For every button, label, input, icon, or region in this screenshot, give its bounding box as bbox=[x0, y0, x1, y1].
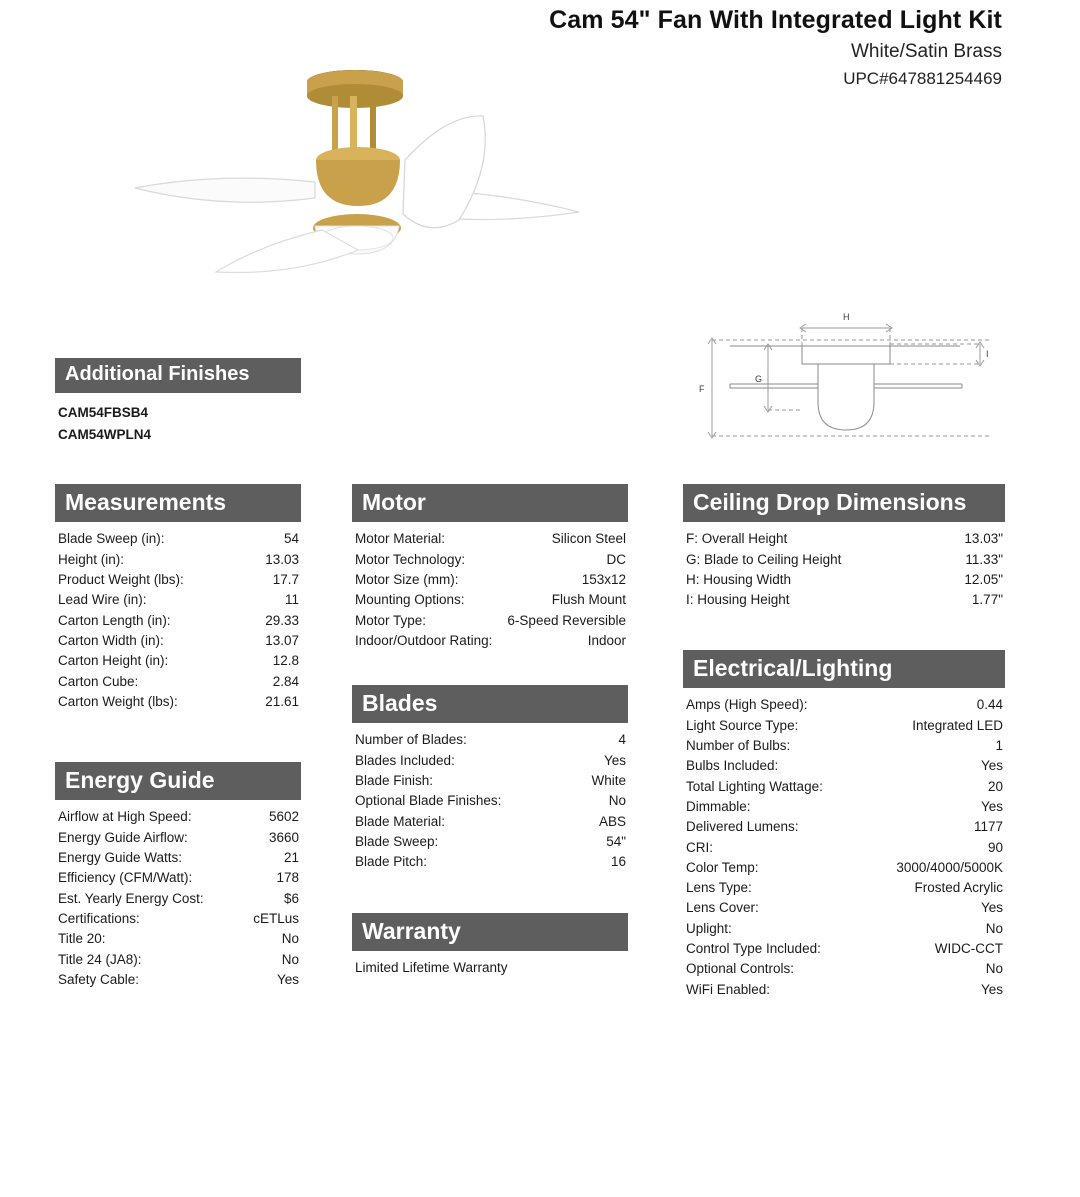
spec-key: H: Housing Width bbox=[686, 572, 792, 588]
spec-key: Bulbs Included: bbox=[686, 758, 779, 774]
spec-key: Blade Sweep (in): bbox=[58, 531, 165, 547]
spec-row bbox=[55, 631, 301, 651]
spec-key: Carton Length (in): bbox=[58, 612, 171, 628]
spec-value: 6-Speed Reversible bbox=[507, 612, 626, 628]
spec-value: 29.33 bbox=[265, 612, 299, 628]
spec-row bbox=[352, 852, 628, 872]
spec-row bbox=[683, 797, 1005, 817]
spec-key: Optional Blade Finishes: bbox=[355, 793, 502, 809]
diagram-label-f: F bbox=[699, 384, 705, 394]
spec-key: Optional Controls: bbox=[686, 961, 795, 977]
spec-row bbox=[683, 590, 1005, 610]
spec-key: Lens Cover: bbox=[686, 900, 759, 916]
spec-key: Carton Cube: bbox=[58, 673, 139, 689]
spec-row bbox=[683, 550, 1005, 570]
spec-key: Number of Blades: bbox=[355, 732, 467, 748]
spec-key: Color Temp: bbox=[686, 859, 759, 875]
spec-value: White bbox=[591, 773, 626, 789]
spec-key: Carton Width (in): bbox=[58, 632, 164, 648]
spec-key: CRI: bbox=[686, 839, 713, 855]
spec-row bbox=[55, 950, 301, 970]
section-motor bbox=[352, 484, 628, 651]
spec-value: Frosted Acrylic bbox=[914, 880, 1003, 896]
spec-row bbox=[352, 791, 628, 811]
spec-row bbox=[683, 939, 1005, 959]
spec-row bbox=[352, 771, 628, 791]
spec-row bbox=[352, 611, 628, 631]
spec-value: No bbox=[281, 951, 299, 967]
spec-row bbox=[352, 730, 628, 750]
spec-key: Amps (High Speed): bbox=[686, 697, 808, 713]
spec-value: Silicon Steel bbox=[551, 531, 626, 547]
spec-value: No bbox=[608, 793, 626, 809]
spec-value: 54" bbox=[606, 833, 626, 849]
spec-value: Yes bbox=[980, 981, 1003, 997]
spec-key: G: Blade to Ceiling Height bbox=[686, 551, 842, 567]
spec-value: 178 bbox=[276, 870, 299, 886]
spec-key: Mounting Options: bbox=[355, 592, 465, 608]
spec-key: Motor Type: bbox=[355, 612, 427, 628]
spec-key: Total Lighting Wattage: bbox=[686, 778, 823, 794]
spec-value: 13.03" bbox=[964, 531, 1003, 547]
spec-key: Dimmable: bbox=[686, 798, 751, 814]
spec-key: Lens Type: bbox=[686, 880, 752, 896]
spec-row bbox=[683, 736, 1005, 756]
spec-row bbox=[55, 651, 301, 671]
spec-key: Height (in): bbox=[58, 551, 125, 567]
section-measurements bbox=[55, 484, 301, 712]
diagram-label-h: H bbox=[843, 312, 850, 322]
spec-key: Lead Wire (in): bbox=[58, 592, 147, 608]
spec-key: Light Source Type: bbox=[686, 717, 799, 733]
spec-row bbox=[55, 692, 301, 712]
spec-row bbox=[55, 529, 301, 549]
spec-value: 1 bbox=[995, 738, 1003, 754]
spec-row bbox=[683, 570, 1005, 590]
spec-key: Product Weight (lbs): bbox=[58, 572, 184, 588]
spec-value: 11.33" bbox=[965, 551, 1003, 567]
spec-key: Blade Pitch: bbox=[355, 854, 428, 870]
spec-key: Motor Material: bbox=[355, 531, 446, 547]
section-ceiling-drop-dimensions bbox=[683, 484, 1005, 611]
spec-value: Yes bbox=[603, 752, 626, 768]
spec-row bbox=[352, 631, 628, 651]
spec-value: 0.44 bbox=[976, 697, 1003, 713]
spec-value: 17.7 bbox=[272, 572, 299, 588]
spec-key: Motor Technology: bbox=[355, 551, 466, 567]
spec-key: Blade Finish: bbox=[355, 773, 434, 789]
spec-key: Title 20: bbox=[58, 931, 106, 947]
section-heading-additional-finishes: Additional Finishes bbox=[55, 358, 301, 393]
spec-key: Motor Size (mm): bbox=[355, 572, 459, 588]
spec-row bbox=[352, 751, 628, 771]
spec-row bbox=[352, 570, 628, 590]
spec-key: Blade Material: bbox=[355, 813, 446, 829]
spec-row bbox=[683, 817, 1005, 837]
section-heading-blades: Blades bbox=[352, 685, 628, 723]
spec-value: DC bbox=[606, 551, 626, 567]
spec-row bbox=[55, 970, 301, 990]
spec-row bbox=[683, 756, 1005, 776]
spec-value: No bbox=[281, 931, 299, 947]
spec-value: $6 bbox=[283, 890, 299, 906]
spec-key: F: Overall Height bbox=[686, 531, 788, 547]
spec-row bbox=[683, 838, 1005, 858]
spec-value: 90 bbox=[987, 839, 1003, 855]
spec-value: 54 bbox=[283, 531, 299, 547]
spec-key: Control Type Included: bbox=[686, 941, 821, 956]
spec-value: 12.05" bbox=[964, 572, 1003, 588]
spec-value: Flush Mount bbox=[551, 592, 626, 608]
spec-row bbox=[352, 590, 628, 610]
section-blades bbox=[352, 685, 628, 873]
spec-row bbox=[352, 529, 628, 549]
ceiling-drop-diagram bbox=[690, 310, 1020, 460]
spec-row bbox=[55, 672, 301, 692]
section-heading-motor: Motor bbox=[352, 484, 628, 522]
spec-row bbox=[683, 695, 1005, 715]
spec-row bbox=[55, 807, 301, 827]
spec-value: 1177 bbox=[973, 819, 1003, 835]
diagram-label-g: G bbox=[755, 374, 763, 384]
spec-key: Efficiency (CFM/Watt): bbox=[58, 870, 193, 886]
spec-row bbox=[683, 878, 1005, 898]
spec-key: WiFi Enabled: bbox=[686, 981, 771, 997]
spec-row bbox=[683, 959, 1005, 979]
spec-value: 21 bbox=[283, 850, 299, 866]
spec-row bbox=[352, 812, 628, 832]
spec-row bbox=[55, 611, 301, 631]
section-energy-guide bbox=[55, 762, 301, 990]
spec-value: 3660 bbox=[268, 829, 299, 845]
spec-value: 11 bbox=[284, 592, 299, 608]
spec-row bbox=[352, 832, 628, 852]
spec-key: Blades Included: bbox=[355, 752, 455, 768]
spec-value: WIDC-CCT bbox=[934, 941, 1003, 956]
section-electrical-lighting bbox=[683, 650, 1005, 1000]
spec-value: 153x12 bbox=[581, 572, 626, 588]
spec-value: 3000/4000/5000K bbox=[896, 859, 1003, 875]
spec-value: 2.84 bbox=[272, 673, 299, 689]
spec-key: Carton Weight (lbs): bbox=[58, 693, 178, 709]
finish-code: CAM54FBSB4 bbox=[58, 405, 149, 420]
finish-code: CAM54WPLN4 bbox=[58, 427, 152, 442]
spec-row bbox=[683, 980, 1005, 1000]
spec-value: 21.61 bbox=[265, 693, 299, 709]
spec-row bbox=[683, 858, 1005, 878]
spec-key: Delivered Lumens: bbox=[686, 819, 799, 835]
blades-list bbox=[352, 730, 628, 872]
spec-key: Uplight: bbox=[686, 920, 732, 936]
spec-row bbox=[55, 828, 301, 848]
spec-row bbox=[683, 919, 1005, 939]
energy-guide-list bbox=[55, 807, 301, 990]
spec-row bbox=[55, 590, 301, 610]
spec-key: Certifications: bbox=[58, 910, 140, 926]
spec-key: I: Housing Height bbox=[686, 592, 790, 608]
spec-row bbox=[55, 868, 301, 888]
spec-value: 5602 bbox=[268, 809, 299, 825]
warranty-text: Limited Lifetime Warranty bbox=[355, 960, 508, 976]
spec-value: 20 bbox=[987, 778, 1003, 794]
electrical-list bbox=[683, 695, 1005, 999]
spec-row bbox=[55, 848, 301, 868]
spec-key: Title 24 (JA8): bbox=[58, 951, 142, 967]
spec-row bbox=[55, 909, 301, 929]
ceiling-drop-list bbox=[683, 529, 1005, 610]
product-finish-subtitle: White/Satin Brass bbox=[851, 40, 1002, 62]
section-heading-warranty: Warranty bbox=[352, 913, 628, 951]
measurements-list bbox=[55, 529, 301, 712]
spec-value: 1.77" bbox=[971, 592, 1003, 608]
section-heading-measurements: Measurements bbox=[55, 484, 301, 522]
motor-list bbox=[352, 529, 628, 651]
spec-key: Indoor/Outdoor Rating: bbox=[355, 632, 493, 648]
spec-value: Yes bbox=[980, 798, 1003, 814]
diagram-label-i: I bbox=[986, 349, 989, 359]
page-title: Cam 54" Fan With Integrated Light Kit bbox=[549, 6, 1002, 34]
section-heading-energy-guide: Energy Guide bbox=[55, 762, 301, 800]
spec-value: Indoor bbox=[587, 632, 626, 648]
spec-key: Number of Bulbs: bbox=[686, 738, 791, 754]
spec-value: Yes bbox=[276, 971, 299, 987]
spec-value: 13.03 bbox=[265, 551, 299, 567]
spec-key: Est. Yearly Energy Cost: bbox=[58, 890, 204, 906]
spec-key: Airflow at High Speed: bbox=[58, 809, 192, 825]
section-additional-finishes bbox=[55, 358, 301, 445]
spec-row bbox=[683, 898, 1005, 918]
spec-key: Energy Guide Watts: bbox=[58, 850, 183, 866]
spec-value: Yes bbox=[980, 900, 1003, 916]
product-upc: UPC#647881254469 bbox=[843, 68, 1002, 88]
spec-value: No bbox=[985, 920, 1003, 936]
spec-value: ABS bbox=[598, 813, 626, 829]
spec-key: Blade Sweep: bbox=[355, 833, 439, 849]
spec-row bbox=[55, 889, 301, 909]
product-image bbox=[60, 30, 620, 280]
spec-value: cETLus bbox=[253, 910, 299, 926]
section-heading-ceiling-drop: Ceiling Drop Dimensions bbox=[683, 484, 1005, 522]
spec-value: 13.07 bbox=[265, 632, 299, 648]
spec-row bbox=[55, 929, 301, 949]
spec-value: 12.8 bbox=[272, 653, 299, 669]
spec-value: Yes bbox=[980, 758, 1003, 774]
spec-row bbox=[683, 777, 1005, 797]
spec-value: No bbox=[985, 961, 1003, 977]
spec-row bbox=[55, 550, 301, 570]
spec-value: 16 bbox=[610, 854, 626, 870]
spec-row bbox=[683, 716, 1005, 736]
spec-row bbox=[55, 570, 301, 590]
spec-key: Energy Guide Airflow: bbox=[58, 829, 188, 845]
spec-row bbox=[352, 550, 628, 570]
spec-key: Safety Cable: bbox=[58, 971, 140, 987]
spec-value: 4 bbox=[618, 732, 626, 748]
section-warranty bbox=[352, 913, 628, 979]
spec-value: Integrated LED bbox=[912, 717, 1003, 733]
spec-row bbox=[683, 529, 1005, 549]
spec-key: Carton Height (in): bbox=[58, 653, 169, 669]
section-heading-electrical-lighting: Electrical/Lighting bbox=[683, 650, 1005, 688]
